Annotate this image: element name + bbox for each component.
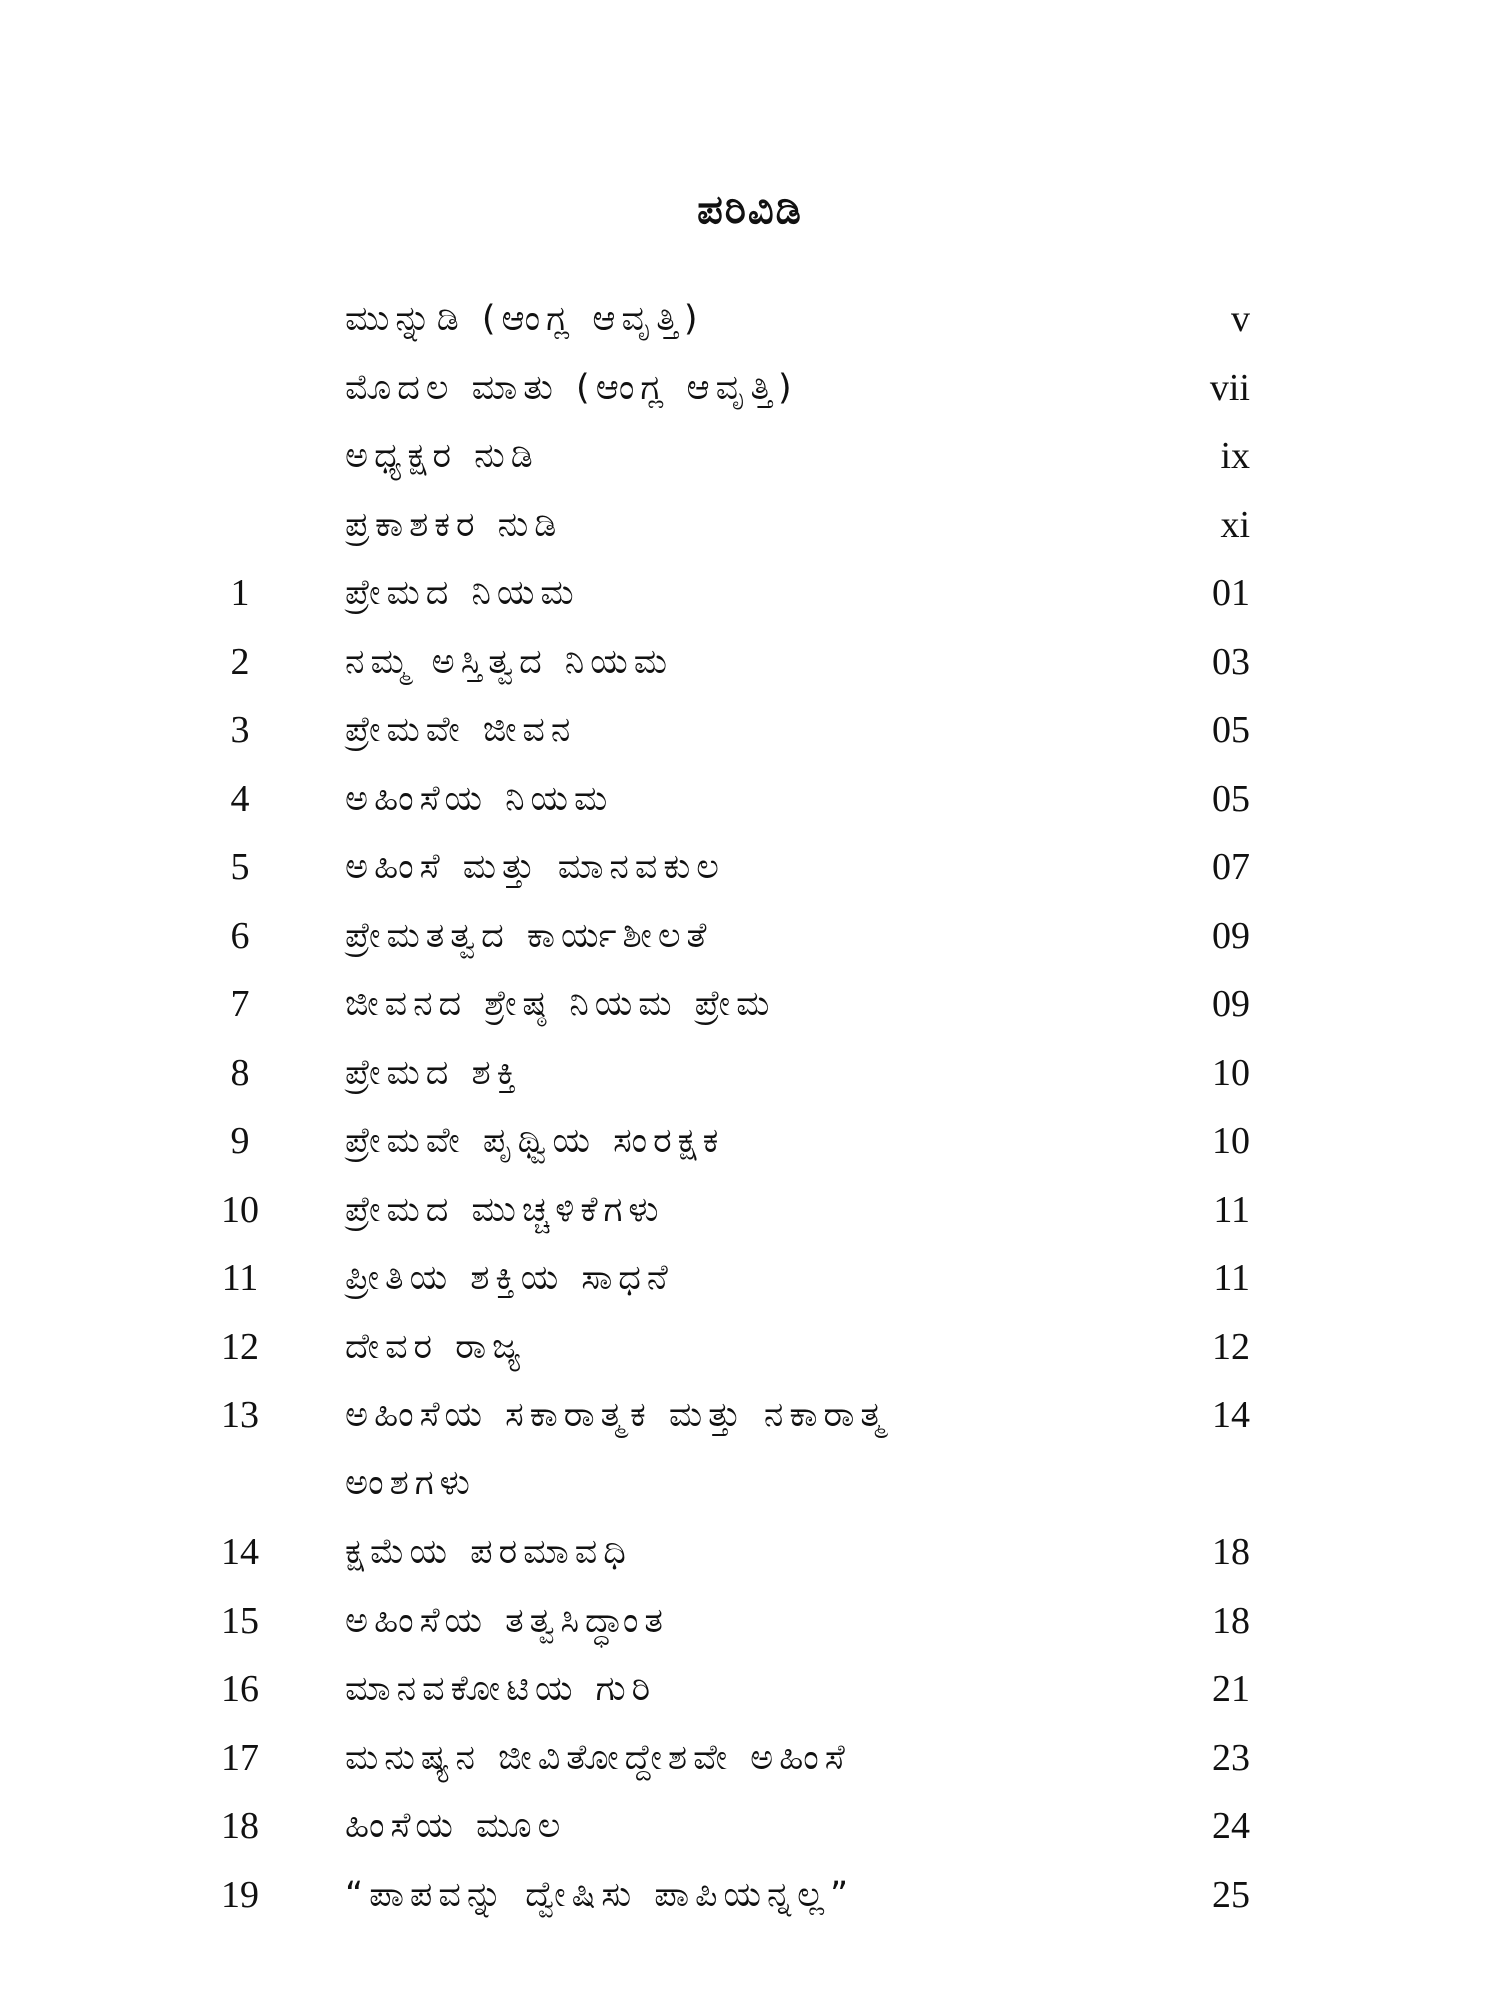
toc-entry-page: 18 <box>1212 1531 1250 1573</box>
toc-entry-title: ಮೊದಲ ಮಾತು (ಆಂಗ್ಲ ಆವೃತ್ತಿ) <box>345 367 798 408</box>
toc-entry-title: ಅಹಿಂಸೆಯ ಸಕಾರಾತ್ಮಕ ಮತ್ತು ನಕಾರಾತ್ಮ ಅಂಶಗಳು <box>345 1395 890 1503</box>
toc-entry-title: ಪ್ರಕಾಶಕರ ನುಡಿ <box>345 504 563 545</box>
toc-entry-title: ಪ್ರೇಮದ ಮುಚ್ಚಳಿಕೆಗಳು <box>345 1189 665 1230</box>
toc-entry-number: 3 <box>230 709 250 751</box>
toc-entry-number: 10 <box>221 1188 259 1231</box>
toc-entry <box>0 833 1500 902</box>
toc-entry-number: 16 <box>221 1668 259 1710</box>
toc-entry-title: ದೇವರ ರಾಜ್ಯ <box>345 1326 527 1367</box>
toc-entry-page: v <box>1231 298 1250 340</box>
toc-entry <box>0 1724 1500 1793</box>
toc-entry-number: 14 <box>221 1531 259 1573</box>
toc-entry-number: 9 <box>230 1120 250 1162</box>
toc-entry-title: ಅಹಿಂಸೆಯ ನಿಯಮ <box>345 778 614 819</box>
toc-entry-page: 11 <box>1213 1188 1250 1231</box>
toc-entry-number: 19 <box>221 1873 259 1916</box>
toc-entry-page: 05 <box>1212 709 1250 751</box>
toc-entry-title: ಪ್ರೇಮವೇ ಪೃಥ್ವಿಯ ಸಂರಕ್ಷಕ <box>345 1121 725 1161</box>
toc-entry-title: ಹಿಂಸೆಯ ಮೂಲ <box>345 1806 567 1846</box>
table-of-contents <box>0 285 1500 1929</box>
toc-entry-number: 7 <box>230 983 250 1025</box>
toc-entry <box>0 765 1500 834</box>
toc-entry-title: ಪ್ರೀತಿಯ ಶಕ್ತಿಯ ಸಾಧನೆ <box>345 1258 674 1298</box>
toc-entry <box>0 1381 1500 1518</box>
toc-entry-number: 2 <box>230 640 250 683</box>
toc-entry-page: vii <box>1209 366 1250 409</box>
toc-entry-title: ಮಾನವಕೋಟಿಯ ಗುರಿ <box>345 1669 657 1709</box>
toc-entry <box>0 1039 1500 1108</box>
page-title: ಪರಿವಿಡಿ <box>697 187 803 233</box>
toc-entry-title: ಅಹಿಂಸೆಯ ತತ್ವಸಿದ್ಧಾಂತ <box>345 1600 669 1641</box>
toc-entry-title: ಮುನ್ನುಡಿ (ಆಂಗ್ಲ ಆವೃತ್ತಿ) <box>345 299 704 339</box>
toc-entry-number: 15 <box>221 1599 259 1642</box>
toc-entry-page: 24 <box>1212 1805 1250 1847</box>
toc-entry-page: 09 <box>1212 983 1250 1025</box>
toc-entry <box>0 559 1500 628</box>
toc-entry <box>0 628 1500 697</box>
toc-entry-title: ಪ್ರೇಮವೇ ಜೀವನ <box>345 710 577 750</box>
toc-entry-number: 5 <box>230 846 250 888</box>
toc-entry-page: 07 <box>1212 846 1250 888</box>
toc-entry-page: 25 <box>1212 1873 1250 1916</box>
toc-entry-title: ನಮ್ಮ ಅಸ್ತಿತ್ವದ ನಿಯಮ <box>345 641 674 682</box>
toc-entry <box>0 1587 1500 1656</box>
toc-entry <box>0 1244 1500 1313</box>
toc-entry-number: 17 <box>221 1736 259 1779</box>
toc-entry-title: ಮನುಷ್ಯನ ಜೀವಿತೋದ್ದೇಶವೇ ಅಹಿಂಸೆ <box>345 1737 851 1778</box>
toc-entry-number: 18 <box>221 1805 259 1847</box>
toc-entry-page: 14 <box>1212 1394 1250 1436</box>
toc-entry-page: ix <box>1220 435 1250 477</box>
toc-entry <box>0 1107 1500 1176</box>
toc-entry-title: ಪ್ರೇಮತತ್ವದ ಕಾರ್ಯಶೀಲತೆ <box>345 915 713 956</box>
toc-entry <box>0 696 1500 765</box>
toc-entry <box>0 1655 1500 1724</box>
toc-entry-title: ಜೀವನದ ಶ್ರೇಷ್ಠ ನಿಯಮ ಪ್ರೇಮ <box>345 984 776 1024</box>
toc-entry <box>0 1313 1500 1382</box>
toc-entry-number: 1 <box>230 572 250 614</box>
toc-entry-page: 12 <box>1212 1325 1250 1368</box>
toc-entry <box>0 491 1500 560</box>
toc-entry <box>0 354 1500 423</box>
toc-entry-number: 6 <box>230 914 250 957</box>
toc-entry-page: 10 <box>1212 1120 1250 1162</box>
toc-entry <box>0 422 1500 491</box>
toc-entry-title: ಕ್ಷಮೆಯ ಪರಮಾವಧಿ <box>345 1532 632 1572</box>
toc-entry <box>0 1176 1500 1245</box>
toc-entry <box>0 1518 1500 1587</box>
toc-entry-page: 11 <box>1213 1257 1250 1299</box>
toc-entry-page: 21 <box>1212 1668 1250 1710</box>
toc-entry <box>0 970 1500 1039</box>
toc-entry <box>0 285 1500 354</box>
toc-entry-page: 18 <box>1212 1599 1250 1642</box>
toc-entry-title: ಅಹಿಂಸೆ ಮತ್ತು ಮಾನವಕುಲ <box>345 847 725 887</box>
toc-entry-page: xi <box>1220 503 1250 546</box>
toc-entry <box>0 902 1500 971</box>
toc-entry-title: “ಪಾಪವನ್ನು ದ್ವೇಷಿಸು ಪಾಪಿಯನ್ನಲ್ಲ” <box>345 1874 855 1915</box>
toc-entry-page: 05 <box>1212 777 1250 820</box>
toc-entry-page: 09 <box>1212 914 1250 957</box>
toc-entry-title: ಅಧ್ಯಕ್ಷರ ನುಡಿ <box>345 436 539 476</box>
toc-entry-page: 10 <box>1212 1051 1250 1094</box>
toc-entry-page: 03 <box>1212 640 1250 683</box>
toc-entry-page: 01 <box>1212 572 1250 614</box>
toc-entry <box>0 1861 1500 1930</box>
toc-entry-number: 8 <box>230 1051 250 1094</box>
toc-entry-title: ಪ್ರೇಮದ ಶಕ್ತಿ <box>345 1052 523 1093</box>
toc-entry-number: 11 <box>221 1257 259 1299</box>
toc-entry-page: 23 <box>1212 1736 1250 1779</box>
toc-entry-number: 13 <box>221 1394 259 1436</box>
toc-entry-number: 12 <box>221 1325 259 1368</box>
toc-entry-number: 4 <box>230 777 250 820</box>
toc-entry-title: ಪ್ರೇಮದ ನಿಯಮ <box>345 573 580 613</box>
toc-entry <box>0 1792 1500 1861</box>
